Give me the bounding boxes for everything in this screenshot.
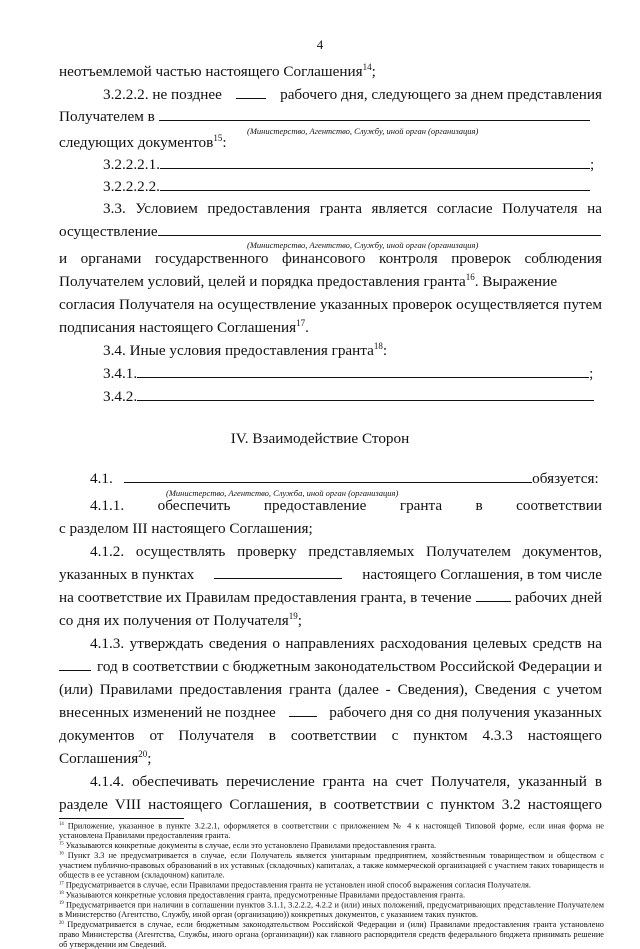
blank-field <box>124 470 532 483</box>
text-line: и органами государственного финансового контроля проверок соблюдения <box>59 250 602 267</box>
footnotes <box>59 820 604 949</box>
text-line: 3.4.1. ; <box>103 365 594 382</box>
text-line: год в соответствии с бюджетным законодательством Российской Федерации и <box>59 658 602 676</box>
text-line: 4.1.2. осуществлять проверку представляемых Получателем документов, <box>90 543 602 560</box>
footnote-14: $^{14}$ Приложение, указанное в пункте 3.2.2.1, оформляется в соответствии с приложением № 4 к настоящей Типовой форме, если иная форма не установлена Правилами предоставления гранта. <box>59 820 604 841</box>
footnote-17: $^{17}$ Предусматривается в случае, если Правилами предоставления гранта не установлен иной способ выражения согласия Получателя. <box>59 880 531 890</box>
blank-field <box>236 86 266 99</box>
text-line: разделе VIII настоящего Соглашения, в соответствии с пунктом 3.2 настоящего <box>59 796 602 813</box>
blank-field <box>159 108 590 121</box>
blank-field <box>289 704 317 717</box>
blank-field <box>476 589 511 602</box>
footnote-16: $^{16}$ Пункт 3.3 не предусматривается в случае, если Получатель является унитарным предприятием, хозяйственным товариществом и обществом с участием публично-правовых образований в их уставных (складочных) капиталах, а также коммерческой организацией с участием таких товариществ и обществ в ее уставном (складочном) капитале. <box>59 850 604 880</box>
text-line: 3.4.2. <box>103 388 594 406</box>
footnote-19: $^{19}$ Предусматривается при наличии в соглашении пунктов 3.1.1, 3.2.2.2, 4.2.2 и (или) иных положений, предусматривающих представление Получателем в Министерство (Агентство, Службу, иной орган (организацию)) конкретных документов, с указанием таких пунктов. <box>59 899 604 920</box>
text-line: 3.3. Условием предоставления гранта является согласие Получателя на <box>103 200 602 217</box>
footnote-15: $^{15}$ Указываются конкретные документы в случае, если это установлено Правилами предоставления гранта. <box>59 840 437 851</box>
text-line: осуществление <box>59 223 601 241</box>
text-line: Соглашения$^{20}$; <box>59 748 152 767</box>
text-line: следующих документов$^{15}$: <box>59 132 227 151</box>
text-line: указанных в пунктах настоящего Соглашения, в том числе <box>59 566 602 583</box>
text-line: с разделом III настоящего Соглашения; <box>59 520 313 537</box>
field-caption: (Министерство, Агентство, Службу, иной орган (организация) <box>247 126 479 136</box>
text-line: Получателем условий, целей и порядка предоставления гранта$^{16}$. Выражение <box>59 271 558 290</box>
text-line: внесенных изменений не позднее рабочего дня со дня получения указанных <box>59 704 602 721</box>
blank-field <box>214 566 342 579</box>
blank-field <box>160 156 590 169</box>
section-title: IV. Взаимодействие Сторон <box>230 430 410 447</box>
text-line: 3.2.2.2.1. ; <box>103 156 595 173</box>
text-line: на соответствие их Правилам предоставления гранта, в течение рабочих дней <box>59 589 602 606</box>
text-line: подписания настоящего Соглашения$^{17}$. <box>59 317 309 336</box>
text-line: со дня их получения от Получателя$^{19}$; <box>59 610 302 629</box>
blank-field <box>158 223 601 236</box>
field-caption: (Министерство, Агентство, Служба, иной орган (организация) <box>166 488 399 498</box>
footnote-separator <box>59 818 184 819</box>
blank-field <box>59 658 91 671</box>
text-line: 4.1. обязуется: <box>90 470 599 487</box>
field-caption: (Министерство, Агентство, Службу, иной орган (организация) <box>247 240 479 250</box>
blank-field <box>160 178 590 191</box>
text-line: согласия Получателя на осуществление указанных проверок осуществляется путем <box>59 296 602 313</box>
blank-field <box>137 365 589 378</box>
footnote-ref: 14 <box>362 61 372 72</box>
blank-field <box>137 388 594 401</box>
text-line: 4.1.4. обеспечивать перечисление гранта на счет Получателя, указанный в <box>90 773 602 790</box>
footnote-20: $^{20}$ Предусматривается в случае, если бюджетным законодательством Российской Федерации и (или) Правилами предоставления гранта установлено право Министерства (Агентства, Службы, иного органа (организации)) как главного распорядителя средств федерального бюджета принимать решение об утверждении им Сведений. <box>59 919 604 949</box>
text-line: (или) Правилами предоставления гранта (далее - Сведения), Сведения с учетом <box>59 681 602 698</box>
text-line: 3.2.2.2.2. <box>103 178 590 196</box>
text-line: Получателем в <box>59 108 590 126</box>
text-line: 3.4. Иные условия предоставления гранта$^{18}$: <box>103 340 388 359</box>
text-line: неотъемлемой частью настоящего Соглашения$^{14}$; <box>59 61 376 80</box>
text-line: 4.1.1. обеспечить предоставление гранта в соответствии <box>90 497 602 514</box>
text-line: 4.1.3. утверждать сведения о направлениях расходования целевых средств на <box>90 635 602 652</box>
page-number: 4 <box>316 37 324 52</box>
footnote-18: $^{18}$ Указываются конкретные условия предоставления гранта, предусмотренные Правилами предоставления гранта. <box>59 889 466 900</box>
text-line: документов от Получателя в соответствии с пунктом 4.3.3 настоящего <box>59 727 602 744</box>
text-line: 3.2.2.2. не позднее рабочего дня, следующего за днем представления <box>103 86 602 103</box>
